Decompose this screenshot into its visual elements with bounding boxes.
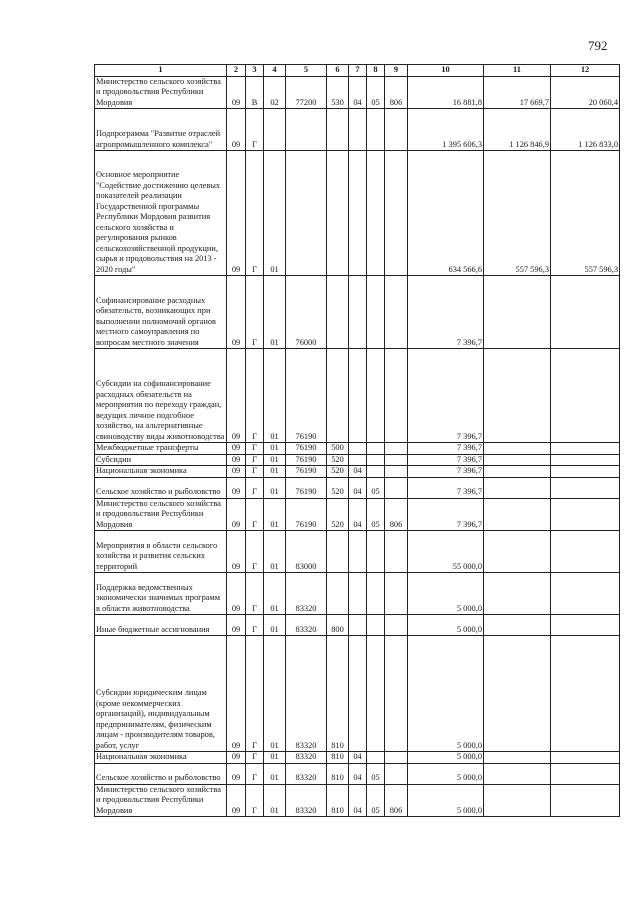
row-cell-10: 1 395 606,3 (408, 109, 484, 151)
row-cell-9 (385, 752, 408, 764)
row-cell-10: 7 396,7 (408, 466, 484, 478)
table-row (95, 498, 620, 531)
row-cell-12: 20 060,4 (551, 76, 620, 109)
row-cell-4 (264, 109, 286, 151)
row-cell-5: 76190 (286, 349, 327, 443)
column-header: 9 (385, 65, 408, 77)
row-cell-4: 01 (264, 498, 286, 531)
row-cell-4: 01 (264, 752, 286, 764)
row-cell-5 (286, 109, 327, 151)
row-cell-11 (484, 454, 551, 466)
row-cell-10: 16 881,8 (408, 76, 484, 109)
column-header: 5 (286, 65, 327, 77)
page-number: 792 (588, 38, 608, 53)
row-cell-8 (367, 531, 385, 573)
row-cell-5: 77200 (286, 76, 327, 109)
row-cell-5: 76190 (286, 454, 327, 466)
table-row (95, 349, 620, 443)
table-row (95, 477, 620, 498)
row-cell-10: 5 000,0 (408, 763, 484, 784)
column-header: 1 (95, 65, 227, 77)
row-cell-10: 55 000,0 (408, 531, 484, 573)
row-cell-9 (385, 531, 408, 573)
row-cell-11 (484, 466, 551, 478)
row-cell-2: 09 (227, 498, 246, 531)
row-cell-9: 806 (385, 498, 408, 531)
row-cell-4: 01 (264, 573, 286, 615)
table-row (95, 763, 620, 784)
column-header: 4 (264, 65, 286, 77)
row-cell-2: 09 (227, 109, 246, 151)
row-cell-12 (551, 752, 620, 764)
row-cell-7 (349, 151, 367, 276)
row-cell-4: 01 (264, 443, 286, 455)
row-cell-9 (385, 349, 408, 443)
row-cell-5: 83320 (286, 784, 327, 817)
row-cell-4: 01 (264, 466, 286, 478)
row-cell-7: 04 (349, 76, 367, 109)
row-name-cell: Софинансирование расходных обязательств, возникающих при выполнении полномочий органов местного самоуправления по вопросам местного значения (95, 276, 227, 349)
table-row (95, 615, 620, 636)
row-cell-5: 83320 (286, 752, 327, 764)
row-cell-6: 800 (327, 615, 349, 636)
row-cell-7 (349, 531, 367, 573)
row-cell-8 (367, 349, 385, 443)
row-cell-9 (385, 443, 408, 455)
row-cell-5: 76190 (286, 498, 327, 531)
row-cell-11 (484, 477, 551, 498)
row-cell-8 (367, 573, 385, 615)
column-header: 8 (367, 65, 385, 77)
row-cell-3: Г (246, 466, 264, 478)
row-cell-6: 810 (327, 763, 349, 784)
row-cell-4: 01 (264, 151, 286, 276)
row-cell-3: Г (246, 763, 264, 784)
table-row (95, 443, 620, 455)
row-cell-9 (385, 573, 408, 615)
row-name-cell: Межбюджетные трансферты (95, 443, 227, 455)
row-name-cell: Субсидии (95, 454, 227, 466)
row-cell-12 (551, 443, 620, 455)
column-header: 2 (227, 65, 246, 77)
row-cell-10: 7 396,7 (408, 276, 484, 349)
table-body (95, 76, 620, 817)
row-cell-2: 09 (227, 636, 246, 752)
row-cell-4: 01 (264, 454, 286, 466)
row-cell-2: 09 (227, 531, 246, 573)
row-cell-7: 04 (349, 477, 367, 498)
row-cell-7 (349, 573, 367, 615)
row-name-cell: Субсидии на софинансирование расходных обязательств на мероприятия по переходу граждан, ведущих личное подсобное хозяйство, на альтернативные свиноводству виды животноводства (95, 349, 227, 443)
row-name-cell: Министерство сельского хозяйства и продовольствия Республики Мордовия (95, 498, 227, 531)
row-cell-8 (367, 615, 385, 636)
row-cell-3: В (246, 76, 264, 109)
row-cell-6: 520 (327, 498, 349, 531)
row-name-cell: Субсидии юридическим лицам (кроме некоммерческих организаций), индивидуальным предпринимателям, физическим лицам - производителям товаров, работ, услуг (95, 636, 227, 752)
row-cell-5: 83320 (286, 636, 327, 752)
row-cell-7: 04 (349, 752, 367, 764)
row-cell-2: 09 (227, 784, 246, 817)
row-cell-11 (484, 443, 551, 455)
column-header: 11 (484, 65, 551, 77)
row-name-cell: Министерство сельского хозяйства и продовольствия Республики Мордовия (95, 784, 227, 817)
row-cell-12 (551, 466, 620, 478)
row-cell-2: 09 (227, 466, 246, 478)
row-cell-9 (385, 466, 408, 478)
row-cell-7: 04 (349, 466, 367, 478)
row-cell-5: 83320 (286, 615, 327, 636)
row-cell-12 (551, 498, 620, 531)
row-cell-6: 520 (327, 454, 349, 466)
row-cell-2: 09 (227, 349, 246, 443)
row-cell-3: Г (246, 349, 264, 443)
row-cell-2: 09 (227, 276, 246, 349)
row-cell-9 (385, 636, 408, 752)
row-name-cell: Поддержка ведомственных экономически значимых программ в области животноводства (95, 573, 227, 615)
row-cell-11 (484, 276, 551, 349)
row-cell-10: 5 000,0 (408, 752, 484, 764)
row-cell-2: 09 (227, 763, 246, 784)
row-cell-10: 5 000,0 (408, 615, 484, 636)
row-cell-11: 17 669,7 (484, 76, 551, 109)
table-row (95, 531, 620, 573)
table-row (95, 636, 620, 752)
row-cell-12 (551, 573, 620, 615)
table-row (95, 784, 620, 817)
row-cell-7 (349, 276, 367, 349)
row-cell-11 (484, 784, 551, 817)
row-cell-8: 05 (367, 763, 385, 784)
row-cell-10: 7 396,7 (408, 498, 484, 531)
row-cell-8: 05 (367, 477, 385, 498)
row-cell-5: 76190 (286, 443, 327, 455)
row-cell-11 (484, 615, 551, 636)
row-cell-9 (385, 477, 408, 498)
row-cell-8: 05 (367, 76, 385, 109)
row-cell-7 (349, 454, 367, 466)
row-cell-7: 04 (349, 763, 367, 784)
row-name-cell: Сельское хозяйство и рыболовство (95, 763, 227, 784)
row-cell-6 (327, 276, 349, 349)
row-cell-10: 7 396,7 (408, 477, 484, 498)
row-cell-5 (286, 151, 327, 276)
row-cell-2: 09 (227, 477, 246, 498)
row-cell-4: 01 (264, 784, 286, 817)
row-cell-6 (327, 349, 349, 443)
row-cell-8 (367, 454, 385, 466)
row-cell-8 (367, 752, 385, 764)
column-header: 7 (349, 65, 367, 77)
row-cell-7 (349, 349, 367, 443)
table-row (95, 276, 620, 349)
table-row (95, 151, 620, 276)
row-cell-12 (551, 276, 620, 349)
row-name-cell: Подпрограмма "Развитие отраслей агропромышленного комплекса" (95, 109, 227, 151)
row-cell-2: 09 (227, 615, 246, 636)
row-cell-7: 04 (349, 498, 367, 531)
row-cell-12 (551, 636, 620, 752)
row-name-cell: Мероприятия в области сельского хозяйства и развития сельских территорий (95, 531, 227, 573)
row-cell-7 (349, 109, 367, 151)
row-cell-10: 5 000,0 (408, 573, 484, 615)
row-cell-5: 76190 (286, 466, 327, 478)
row-cell-11 (484, 763, 551, 784)
row-cell-12: 557 596,3 (551, 151, 620, 276)
row-cell-5: 83320 (286, 573, 327, 615)
row-cell-2: 09 (227, 573, 246, 615)
row-cell-3: Г (246, 276, 264, 349)
row-cell-11: 557 596,3 (484, 151, 551, 276)
row-cell-3: Г (246, 477, 264, 498)
row-cell-9 (385, 454, 408, 466)
column-header: 6 (327, 65, 349, 77)
table-row (95, 76, 620, 109)
row-cell-6 (327, 531, 349, 573)
row-cell-6: 810 (327, 752, 349, 764)
row-cell-9 (385, 151, 408, 276)
table-row (95, 573, 620, 615)
row-cell-2: 09 (227, 752, 246, 764)
row-cell-6: 520 (327, 477, 349, 498)
row-cell-9 (385, 615, 408, 636)
row-cell-12: 1 126 833,0 (551, 109, 620, 151)
row-cell-3: Г (246, 151, 264, 276)
row-cell-3: Г (246, 752, 264, 764)
column-header: 10 (408, 65, 484, 77)
column-header: 12 (551, 65, 620, 77)
row-cell-8 (367, 443, 385, 455)
row-cell-7 (349, 443, 367, 455)
row-cell-8 (367, 151, 385, 276)
row-cell-9: 806 (385, 76, 408, 109)
row-cell-12 (551, 454, 620, 466)
row-cell-2: 09 (227, 76, 246, 109)
row-cell-6 (327, 109, 349, 151)
column-header: 3 (246, 65, 264, 77)
row-cell-10: 5 000,0 (408, 636, 484, 752)
row-cell-3: Г (246, 109, 264, 151)
row-cell-10: 7 396,7 (408, 454, 484, 466)
row-cell-3: Г (246, 531, 264, 573)
row-cell-12 (551, 349, 620, 443)
row-cell-6 (327, 573, 349, 615)
row-cell-4: 01 (264, 763, 286, 784)
row-cell-6: 810 (327, 784, 349, 817)
row-cell-8 (367, 466, 385, 478)
row-cell-8 (367, 109, 385, 151)
budget-table (94, 64, 620, 817)
row-cell-4: 01 (264, 349, 286, 443)
row-cell-9: 806 (385, 784, 408, 817)
row-cell-12 (551, 784, 620, 817)
row-cell-4: 01 (264, 477, 286, 498)
row-cell-8: 05 (367, 498, 385, 531)
row-name-cell: Основное мероприятие "Содействие достижению целевых показателей реализации Государственной программы Республики Мордовия развития сельского хозяйства и регулирования рынков сельскохозяйственной продукции, сырья и продовольствия на 2013 - 2020 годы" (95, 151, 227, 276)
row-cell-11 (484, 531, 551, 573)
row-cell-10: 634 566,6 (408, 151, 484, 276)
row-cell-5: 76000 (286, 276, 327, 349)
row-cell-8 (367, 636, 385, 752)
table-row (95, 466, 620, 478)
row-cell-6: 530 (327, 76, 349, 109)
row-cell-12 (551, 615, 620, 636)
row-cell-12 (551, 531, 620, 573)
row-cell-4: 01 (264, 615, 286, 636)
row-cell-3: Г (246, 784, 264, 817)
row-name-cell: Национальная экономика (95, 466, 227, 478)
row-cell-2: 09 (227, 454, 246, 466)
row-cell-2: 09 (227, 443, 246, 455)
row-cell-4: 01 (264, 276, 286, 349)
row-cell-6: 810 (327, 636, 349, 752)
row-cell-4: 01 (264, 531, 286, 573)
row-cell-7 (349, 615, 367, 636)
row-cell-3: Г (246, 443, 264, 455)
row-cell-6: 500 (327, 443, 349, 455)
table-row (95, 752, 620, 764)
row-cell-4: 01 (264, 636, 286, 752)
row-name-cell: Министерство сельского хозяйства и продовольствия Республики Мордовия (95, 76, 227, 109)
row-cell-11 (484, 636, 551, 752)
row-cell-11 (484, 752, 551, 764)
row-cell-12 (551, 477, 620, 498)
row-name-cell: Иные бюджетные ассигнования (95, 615, 227, 636)
row-cell-11 (484, 498, 551, 531)
row-cell-12 (551, 763, 620, 784)
row-cell-4: 02 (264, 76, 286, 109)
row-cell-3: Г (246, 573, 264, 615)
row-cell-8: 05 (367, 784, 385, 817)
row-cell-3: Г (246, 498, 264, 531)
row-cell-9 (385, 109, 408, 151)
row-cell-10: 7 396,7 (408, 443, 484, 455)
row-cell-2: 09 (227, 151, 246, 276)
header-row (95, 65, 620, 77)
table-row (95, 454, 620, 466)
row-cell-9 (385, 276, 408, 349)
row-cell-7: 04 (349, 784, 367, 817)
row-cell-5: 83320 (286, 763, 327, 784)
row-cell-6: 520 (327, 466, 349, 478)
row-cell-10: 7 396,7 (408, 349, 484, 443)
row-cell-5: 76190 (286, 477, 327, 498)
row-cell-11: 1 126 846,9 (484, 109, 551, 151)
row-cell-9 (385, 763, 408, 784)
row-cell-3: Г (246, 454, 264, 466)
row-cell-5: 83000 (286, 531, 327, 573)
row-cell-6 (327, 151, 349, 276)
row-cell-3: Г (246, 615, 264, 636)
row-cell-11 (484, 573, 551, 615)
row-name-cell: Сельское хозяйство и рыболовство (95, 477, 227, 498)
row-cell-11 (484, 349, 551, 443)
row-cell-7 (349, 636, 367, 752)
table-row (95, 109, 620, 151)
row-name-cell: Национальная экономика (95, 752, 227, 764)
row-cell-10: 5 000,0 (408, 784, 484, 817)
row-cell-3: Г (246, 636, 264, 752)
row-cell-8 (367, 276, 385, 349)
